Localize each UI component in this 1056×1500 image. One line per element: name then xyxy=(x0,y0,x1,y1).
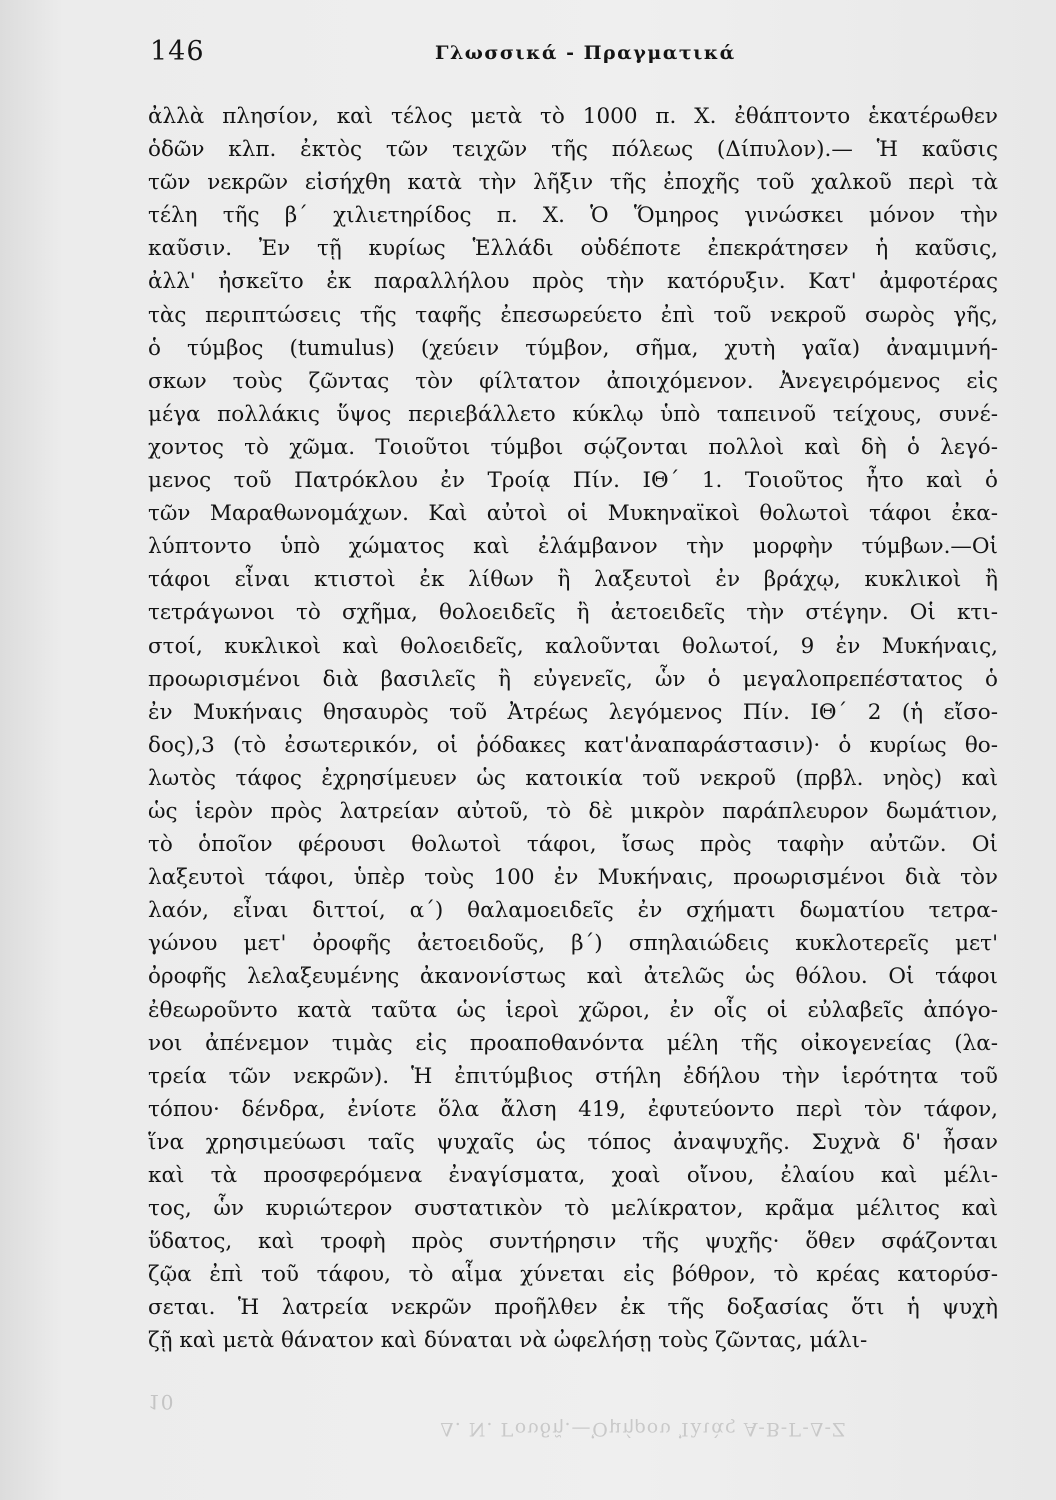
text-line: τῶν Μαραθωνομάχων. Καὶ αὐτοὶ οἱ Μυκηναϊκοὶ θολωτοὶ τάφοι ἐκα- xyxy=(148,501,998,527)
text-line: σκων τοὺς ζῶντας τὸν φίλτατον ἀποιχόμενον. Ἀνεγειρόμενος εἰς xyxy=(148,368,998,394)
text-line: χοντος τὸ χῶμα. Τοιοῦτοι τύμβοι σῴζονται πολλοὶ καὶ δὴ ὁ λεγό- xyxy=(148,434,998,460)
text-line: λωτὸς τάφος ἐχρησίμευεν ὡς κατοικία τοῦ νεκροῦ (πρβλ. νηὸς) καὶ xyxy=(148,765,998,791)
text-line: λαόν, εἶναι διττοί, α΄) θαλαμοειδεῖς ἐν σχήματι δωματίου τετρα- xyxy=(148,898,998,924)
text-line: ἐν Μυκήναις θησαυρὸς τοῦ Ἀτρέως λεγόμενος Πίν. ΙΘ΄ 2 (ἡ εἴσο- xyxy=(148,699,998,725)
text-line: ὕδατος, καὶ τροφὴ πρὸς συντήρησιν τῆς ψυχῆς· ὅθεν σφάζονται xyxy=(148,1229,998,1255)
text-line: ὁ τύμβος (tumulus) (χεύειν τύμβον, σῆμα, χυτὴ γαῖα) ἀναμιμνή- xyxy=(148,335,998,361)
text-line: τετράγωνοι τὸ σχῆμα, θολοειδεῖς ἢ ἀετοειδεῖς τὴν στέγην. Οἱ κτι- xyxy=(148,600,998,626)
text-line: ἀλλ' ἠσκεῖτο ἐκ παραλλήλου πρὸς τὴν κατόρυξιν. Κατ' ἀμφοτέρας xyxy=(148,269,998,295)
text-line: ἐθεωροῦντο κατὰ ταῦτα ὡς ἱεροὶ χῶροι, ἐν οἷς οἱ εὐλαβεῖς ἀπόγο- xyxy=(148,997,998,1023)
text-line: ὡς ἱερὸν πρὸς λατρείαν αὐτοῦ, τὸ δὲ μικρὸν παράπλευρον δωμάτιον, xyxy=(148,798,998,824)
text-line: τὸ ὁποῖον φέρουσι θολωτοὶ τάφοι, ἴσως πρὸς ταφὴν αὐτῶν. Οἱ xyxy=(148,832,998,858)
text-line: τὰς περιπτώσεις τῆς ταφῆς ἐπεσωρεύετο ἐπὶ τοῦ νεκροῦ σωρὸς γῆς, xyxy=(148,302,998,328)
text-line: λαξευτοὶ τάφοι, ὑπὲρ τοὺς 100 ἐν Μυκήναις, προωρισμένοι διὰ τὸν xyxy=(148,865,998,891)
page-number: 146 xyxy=(150,36,205,67)
bleed-through-footer: Δ. Ν. Γουδῆ.—Ὁμήρου Ἰλιὰς Α-Β-Γ-Δ-Ζ xyxy=(440,1418,847,1440)
text-line: τρεία τῶν νεκρῶν). Ἡ ἐπιτύμβιος στήλη ἐδήλου τὴν ἱερότητα τοῦ xyxy=(148,1063,998,1089)
text-line: στοί, κυκλικοὶ καὶ θολοειδεῖς, καλοῦνται θολωτοί, 9 ἐν Μυκήναις, xyxy=(148,633,998,659)
text-line: ὀροφῆς λελαξευμένης ἀκανονίστως καὶ ἀτελῶς ὡς θόλου. Οἱ τάφοι xyxy=(148,964,998,990)
text-line: τάφοι εἶναι κτιστοὶ ἐκ λίθων ἢ λαξευτοὶ ἐν βράχῳ, κυκλικοὶ ἢ xyxy=(148,567,998,593)
text-line: λύπτοντο ὑπὸ χώματος καὶ ἐλάμβανον τὴν μορφὴν τύμβων.—Οἱ xyxy=(148,534,998,560)
text-line: καῦσιν. Ἐν τῇ κυρίως Ἑλλάδι οὐδέποτε ἐπεκράτησεν ἡ καῦσις, xyxy=(148,236,998,262)
text-line: τόπου· δένδρα, ἐνίοτε ὅλα ἄλση 419, ἐφυτεύοντο περὶ τὸν τάφον, xyxy=(148,1096,998,1122)
text-line: καὶ τὰ προσφερόμενα ἐναγίσματα, χοαὶ οἴνου, ἐλαίου καὶ μέλι- xyxy=(148,1163,998,1188)
page-header xyxy=(150,36,968,76)
text-line: ζῷα ἐπὶ τοῦ τάφου, τὸ αἷμα χύνεται εἰς βόθρον, τὸ κρέας κατορύσ- xyxy=(148,1262,998,1288)
text-line: μέγα πολλάκις ὕψος περιεβάλλετο κύκλῳ ὑπὸ ταπεινοῦ τείχους, συνέ- xyxy=(148,401,998,427)
text-line: σεται. Ἡ λατρεία νεκρῶν προῆλθεν ἐκ τῆς δοξασίας ὅτι ἡ ψυχὴ xyxy=(148,1295,998,1321)
text-line: ἀλλὰ πλησίον, καὶ τέλος μετὰ τὸ 1000 π. Χ. ἐθάπτοντο ἑκατέρωθεν xyxy=(148,104,998,129)
text-line: γώνου μετ' ὀροφῆς ἀετοειδοῦς, β΄) σπηλαιώδεις κυκλοτερεῖς μετ' xyxy=(148,931,998,957)
text-line: δος),3 (τὸ ἐσωτερικόν, οἱ ῥόδακες κατ'ἀναπαράστασιν)· ὁ κυρίως θο- xyxy=(148,732,998,758)
text-line: προωρισμένοι διὰ βασιλεῖς ἢ εὐγενεῖς, ὧν ὁ μεγαλοπρεπέστατος ὁ xyxy=(148,666,998,692)
text-line: τος, ὧν κυριώτερον συστατικὸν τὸ μελίκρατον, κρᾶμα μέλιτος καὶ xyxy=(148,1196,998,1222)
text-line: νοι ἀπένεμον τιμὰς εἰς προαποθανόντα μέλη τῆς οἰκογενείας (λα- xyxy=(148,1030,998,1056)
bleed-through-page-number: 10 xyxy=(148,1390,174,1414)
running-title: Γλωσσικά - Πραγματικά xyxy=(435,42,736,64)
text-line: μενος τοῦ Πατρόκλου ἐν Τροίᾳ Πίν. ΙΘ΄ 1. Τοιοῦτος ἦτο καὶ ὁ xyxy=(148,468,998,494)
text-line: ἵνα χρησιμεύωσι ταῖς ψυχαῖς ὡς τόπος ἀναψυχῆς. Συχνὰ δ' ἦσαν xyxy=(148,1129,998,1155)
text-line: τέλη τῆς β΄ χιλιετηρίδος π. Χ. Ὁ Ὅμηρος γινώσκει μόνον τὴν xyxy=(148,203,998,229)
text-line: τῶν νεκρῶν εἰσήχθη κατὰ τὴν λῆξιν τῆς ἐποχῆς τοῦ χαλκοῦ περὶ τὰ xyxy=(148,170,998,196)
text-line: ζῇ καὶ μετὰ θάνατον καὶ δύναται νὰ ὠφελήσῃ τοὺς ζῶντας, μάλι- xyxy=(148,1328,868,1354)
text-line: ὁδῶν κλπ. ἐκτὸς τῶν τειχῶν τῆς πόλεως (Δίπυλον).— Ἡ καῦσις xyxy=(148,137,998,163)
body-text xyxy=(148,100,998,1358)
